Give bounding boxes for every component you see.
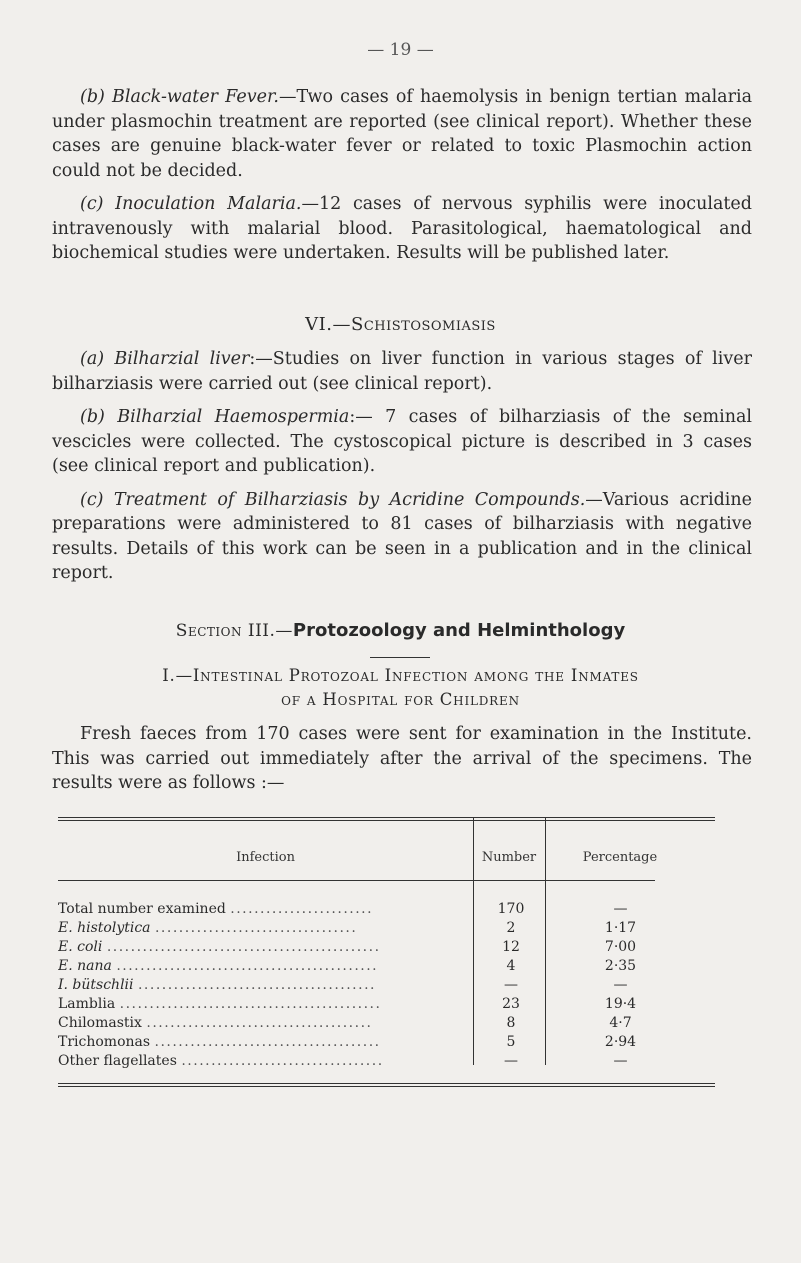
row-percentage: 2·35 [604, 958, 637, 974]
paragraph-label: (b) Black-water Fever. [80, 87, 279, 107]
page-number: — 19 — [367, 40, 434, 60]
subheading-line-2: of a Hospital for Children [281, 690, 520, 709]
table-row: E. nana ............................................ 4 2·35 [58, 957, 715, 976]
row-percentage: 2·94 [604, 1034, 637, 1050]
paragraph-text: —Various acridine preparations were administered to 81 cases of bilharziasis with negative results. Details of this work can be seen in a publication and in the clinical report. [52, 489, 753, 583]
row-percentage: 7·00 [604, 939, 637, 955]
subheading-line-1: I.—Intestinal Protozoal Infection among the Inmates [162, 666, 639, 685]
row-label: I. bütschlii [58, 977, 134, 993]
text-block-intro [52, 722, 752, 796]
paragraph-acridine-treatment [52, 488, 752, 586]
table-row: I. bütschlii ........................................ — — [58, 976, 715, 995]
header-percentage: Percentage [582, 850, 658, 865]
paragraph-text: :—Studies on liver function in various stages of liver bilharziasis were carried out (see clinical report). [52, 349, 752, 394]
row-number: 8 [506, 1015, 516, 1031]
row-percentage: 4·7 [609, 1015, 632, 1031]
section-divider [370, 657, 430, 658]
table-row: Total number examined ........................ 170 — [58, 900, 715, 919]
paragraph-black-water-fever [52, 85, 752, 183]
table-row: Other flagellates .................................. — — [58, 1052, 715, 1071]
row-label: Total number examined [58, 901, 226, 917]
paragraph-label: (b) Bilharzial Haemospermia [80, 407, 350, 427]
row-label: E. nana [58, 958, 112, 974]
row-percentage: — [613, 1053, 628, 1069]
table-bottom-rule [58, 1083, 715, 1084]
table-bottom-rule-double [58, 1086, 715, 1087]
paragraph-label: (c) Treatment of Bilharziasis by Acridine Compounds. [80, 489, 586, 510]
row-number: 170 [497, 901, 525, 917]
header-rule [58, 880, 655, 881]
row-number: 2 [506, 920, 516, 936]
paragraph-text: :— 7 cases of bilharziasis of the seminal vescicles were collected. The cystoscopical picture is described in 3 cases (see clinical report and publication). [52, 407, 753, 476]
paragraph-text: —Two cases of haemolysis in benign tertian malaria under plasmochin treatment are reported (see clinical report). Whether these cases are genuine black-water fever or related to toxic Plasmochin action could not be decided. [52, 87, 753, 181]
paragraph-label: (c) Inoculation Malaria. [80, 194, 302, 214]
table-top-rule-double [58, 820, 715, 821]
row-number: 23 [502, 996, 520, 1012]
row-percentage: 19·4 [604, 996, 637, 1012]
row-percentage: 1·17 [604, 920, 637, 936]
row-number: 12 [502, 939, 520, 955]
table-row: E. histolytica .................................. 2 1·17 [58, 919, 715, 938]
table-row: Trichomonas ...................................... 5 2·94 [58, 1033, 715, 1052]
row-number: 5 [506, 1034, 516, 1050]
paragraph-label: (a) Bilharzial liver [80, 349, 250, 369]
row-number: — [504, 977, 518, 993]
row-number: — [504, 1053, 518, 1069]
row-label: Lamblia [58, 996, 116, 1012]
row-label: Trichomonas [58, 1034, 151, 1050]
table-body [58, 900, 715, 1071]
row-label: E. coli [58, 939, 103, 955]
paragraph-bilharzial-liver [52, 347, 752, 396]
infection-table [58, 817, 715, 1069]
row-percentage: — [613, 977, 628, 993]
table-row: E. coli .............................................. 12 7·00 [58, 938, 715, 957]
header-number: Number [481, 850, 537, 865]
header-infection: Infection [236, 850, 295, 865]
table-top-rule [58, 817, 715, 818]
row-label: E. histolytica [58, 920, 151, 936]
table-row: Lamblia ............................................ 23 19·4 [58, 995, 715, 1014]
table-row: Chilomastix ...................................... 8 4·7 [58, 1014, 715, 1033]
text-block-malaria [52, 85, 752, 266]
section-iii-title: Protozoology and Helminthology [292, 620, 626, 641]
section-vi-heading: VI.—Schistosomiasis [305, 314, 496, 335]
row-label: Other flagellates [58, 1053, 177, 1069]
row-percentage: — [613, 901, 628, 917]
text-block-schistosomiasis [52, 347, 752, 586]
section-iii-heading [0, 620, 801, 641]
paragraph-bilharzial-haemospermia [52, 405, 752, 479]
intro-paragraph: Fresh faeces from 170 cases were sent for examination in the Institute. This was carried out immediately after the arrival of the specimens. The results were as follows :— [52, 724, 752, 793]
section-iii-prefix: Section III.— [175, 621, 293, 641]
paragraph-inoculation-malaria [52, 192, 752, 266]
paragraph-text: —12 cases of nervous syphilis were inoculated intravenously with malarial blood. Parasitological, haematological and biochemical studies were undertaken. Results will be published later. [52, 194, 752, 263]
row-number: 4 [506, 958, 516, 974]
row-label: Chilomastix [58, 1015, 142, 1031]
